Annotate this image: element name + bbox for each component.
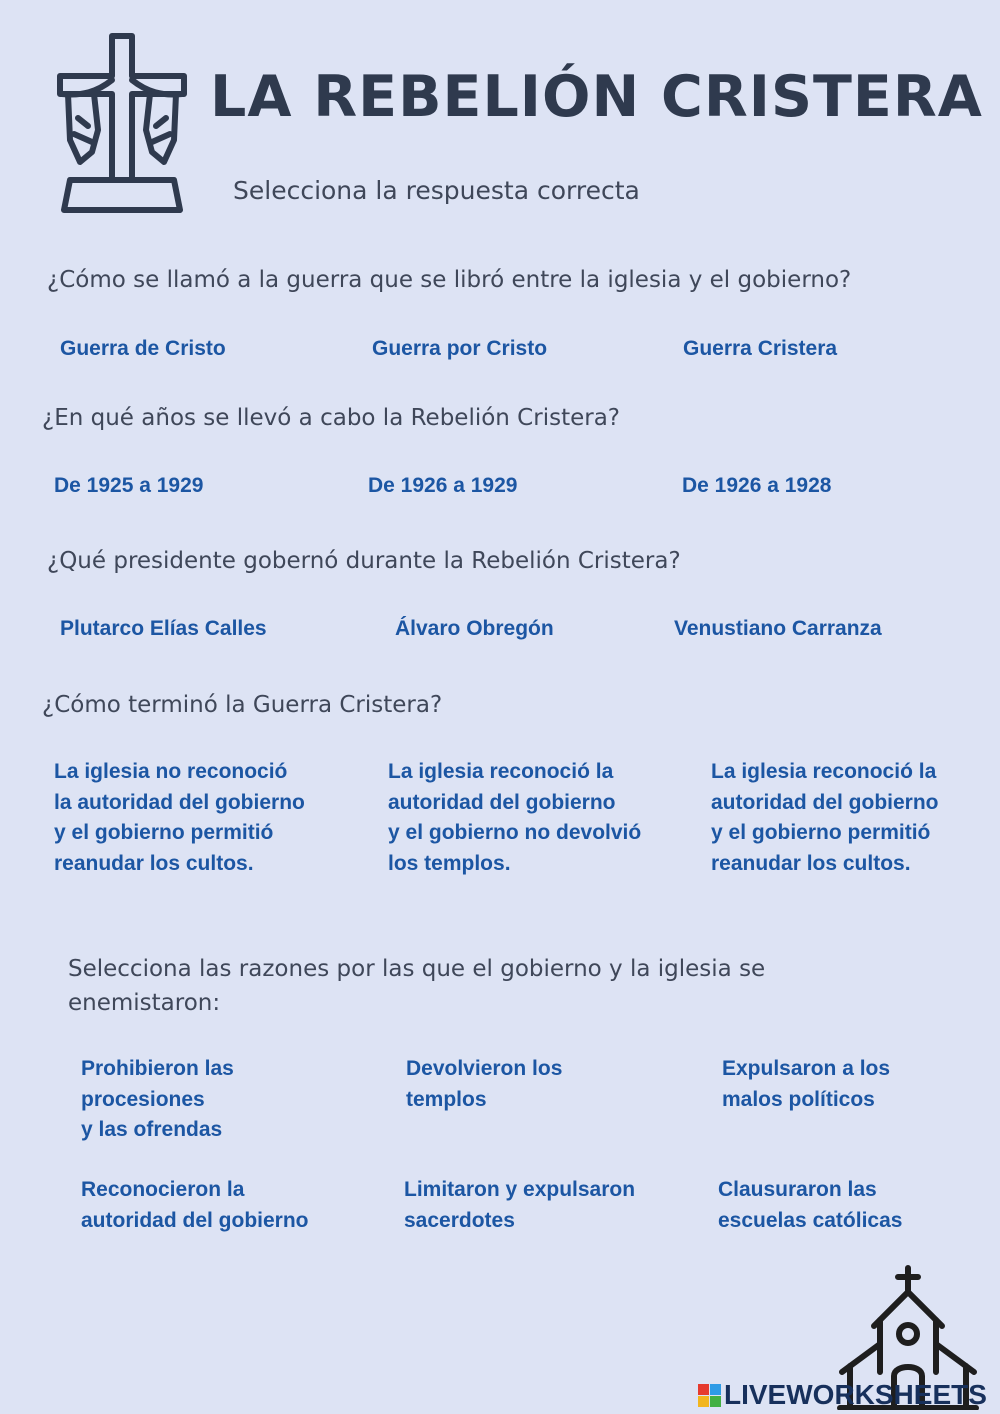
liveworksheets-brand bbox=[698, 1378, 987, 1412]
question-2: ¿En qué años se llevó a cabo la Rebelión Cristera? bbox=[42, 405, 620, 431]
reason-option-3[interactable]: Expulsaron a los malos políticos bbox=[722, 1057, 891, 1111]
question-4-option-3[interactable]: La iglesia reconoció la autoridad del gobierno y el gobierno permitió reanudar los cultos. bbox=[711, 760, 939, 875]
reason-option-2[interactable]: Devolvieron los templos bbox=[406, 1057, 563, 1111]
question-3-option-2[interactable]: Álvaro Obregón bbox=[395, 617, 554, 640]
question-2-option-3[interactable]: De 1926 a 1928 bbox=[682, 474, 832, 497]
reason-option-1[interactable]: Prohibieron las procesiones y las ofrendas bbox=[81, 1057, 234, 1141]
question-4-option-2[interactable]: La iglesia reconoció la autoridad del gobierno y el gobierno no devolvió los templos. bbox=[388, 760, 642, 875]
question-3: ¿Qué presidente gobernó durante la Rebelión Cristera? bbox=[47, 548, 681, 574]
question-2-option-2[interactable]: De 1926 a 1929 bbox=[368, 474, 518, 497]
reason-option-6[interactable]: Clausuraron las escuelas católicas bbox=[718, 1178, 903, 1232]
cross-with-cloth-icon bbox=[52, 30, 192, 216]
page-title: LA REBELIÓN CRISTERA bbox=[210, 64, 983, 130]
page-subtitle: Selecciona la respuesta correcta bbox=[233, 176, 640, 205]
question-4: ¿Cómo terminó la Guerra Cristera? bbox=[42, 692, 443, 718]
question-1-option-2[interactable]: Guerra por Cristo bbox=[372, 337, 548, 360]
question-2-option-1[interactable]: De 1925 a 1929 bbox=[54, 474, 204, 497]
question-1: ¿Cómo se llamó a la guerra que se libró entre la iglesia y el gobierno? bbox=[47, 267, 852, 293]
brand-name: LIVEWORKSHEETS bbox=[724, 1379, 987, 1410]
question-1-option-3[interactable]: Guerra Cristera bbox=[683, 337, 838, 360]
question-1-option-1[interactable]: Guerra de Cristo bbox=[60, 337, 226, 360]
multi-select-instruction: Selecciona las razones por las que el gobierno y la iglesia se enemistaron: bbox=[68, 956, 766, 1016]
question-3-option-3[interactable]: Venustiano Carranza bbox=[674, 617, 882, 640]
question-3-option-1[interactable]: Plutarco Elías Calles bbox=[60, 617, 267, 640]
reason-option-4[interactable]: Reconocieron la autoridad del gobierno bbox=[81, 1178, 309, 1232]
reason-option-5[interactable]: Limitaron y expulsaron sacerdotes bbox=[404, 1178, 636, 1232]
question-4-option-1[interactable]: La iglesia no reconoció la autoridad del gobierno y el gobierno permitió reanudar los cultos. bbox=[54, 760, 305, 875]
liveworksheets-logo-icon bbox=[698, 1384, 721, 1407]
